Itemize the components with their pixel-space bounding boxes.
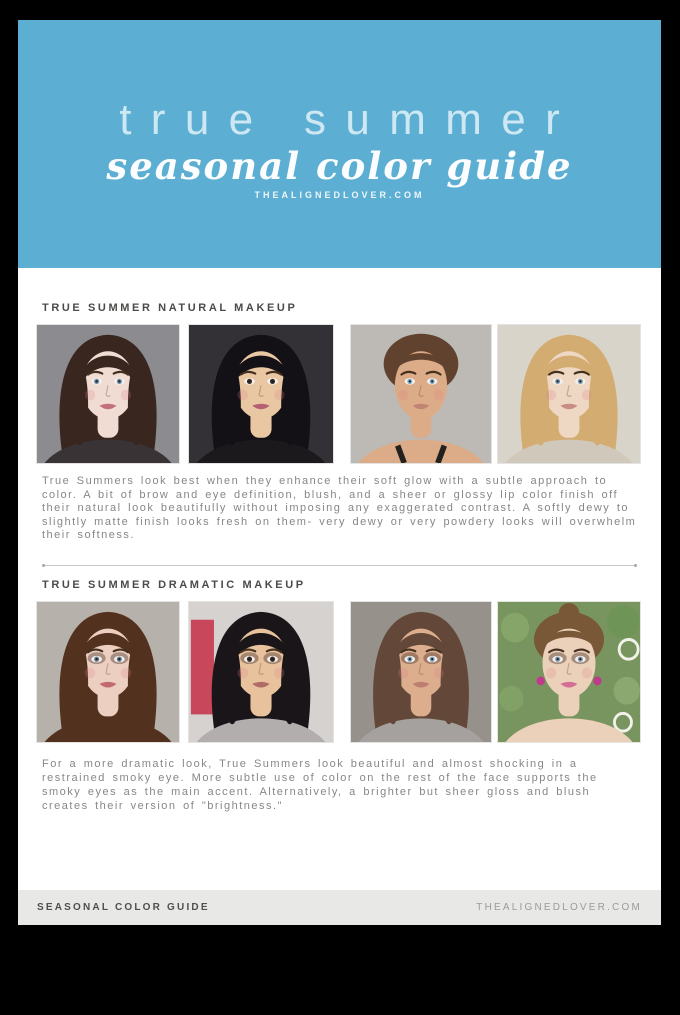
portrait-photo: [188, 324, 334, 464]
guide-card: [18, 20, 661, 925]
dramatic-makeup-paragraph: For a more dramatic look, True Summers look beautiful and almost shocking in a restrained smoky eye. More subtle use of color on the rest of the face supports the smoky eyes as the main accent. Alternatively, a brighter but sheer gloss and blush creates their version of "brightness.": [42, 757, 598, 812]
banner-subtitle: seasonal color guide: [106, 144, 573, 189]
banner-title: true summer: [119, 95, 580, 144]
dramatic-makeup-photo-row: [36, 601, 643, 743]
portrait-photo: [36, 601, 180, 743]
natural-makeup-paragraph: True Summers look best when they enhance their soft glow with a subtle approach to color. A bit of brow and eye definition, blush, and a sheer or glossy lip color finish off their natural look beautifully without imposing any exaggerated contrast. A softly dewy to slightly matte finish looks fresh on them- very dewy or very powdery looks will overwhelm their softness.: [42, 475, 637, 541]
natural-makeup-heading: TRUE SUMMER NATURAL MAKEUP: [42, 302, 298, 314]
portrait-photo: [350, 324, 492, 464]
portrait-photo: [350, 601, 492, 743]
section-divider: [42, 565, 637, 566]
natural-makeup-photo-row: [36, 324, 643, 464]
footer-title: SEASONAL COLOR GUIDE: [37, 902, 210, 913]
dramatic-makeup-heading: TRUE SUMMER DRAMATIC MAKEUP: [42, 578, 306, 591]
banner: [18, 20, 661, 268]
footer-site-url: THEALIGNEDLOVER.COM: [476, 902, 642, 913]
portrait-photo: [188, 601, 334, 743]
footer-bar: [18, 890, 661, 925]
portrait-photo: [497, 601, 641, 743]
portrait-photo: [36, 324, 180, 464]
banner-site-url: THEALIGNEDLOVER.COM: [254, 190, 425, 201]
portrait-photo: [497, 324, 641, 464]
content: [18, 302, 661, 813]
